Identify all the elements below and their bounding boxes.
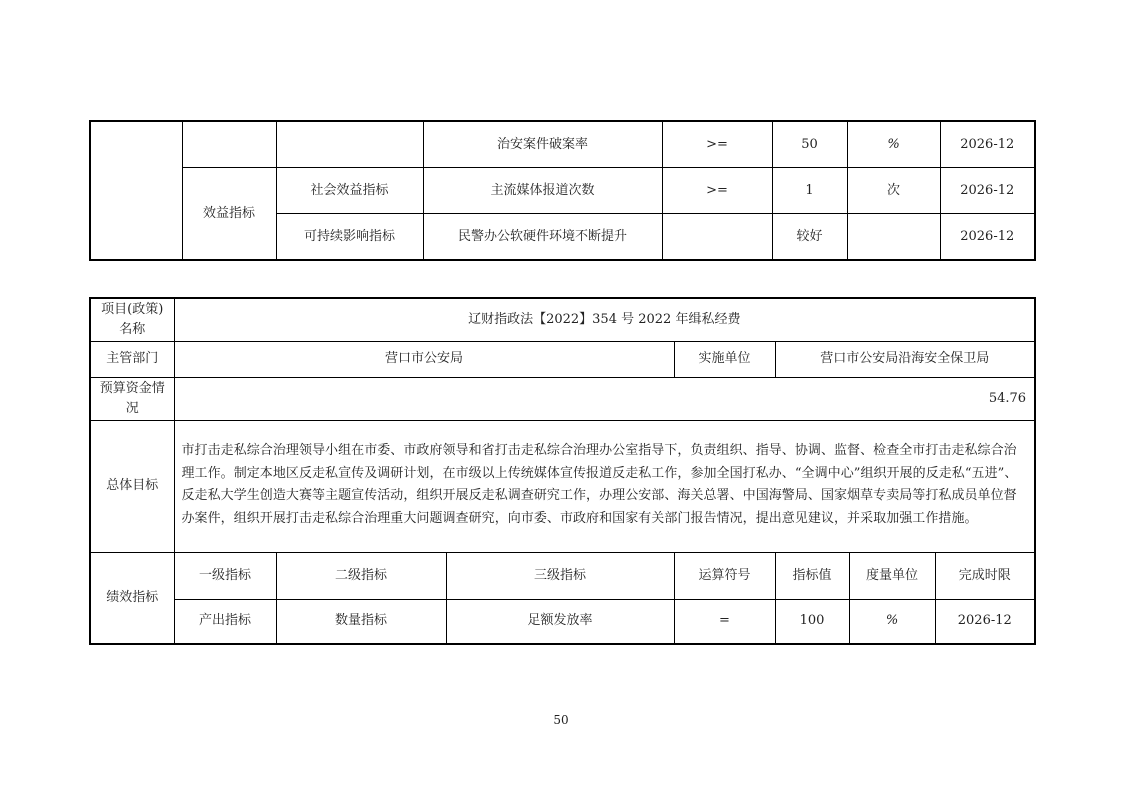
indicator-value: 100 xyxy=(775,599,849,644)
budget-label: 预算资金情况 xyxy=(90,377,174,420)
empty-cell xyxy=(90,121,182,260)
header-value: 指标值 xyxy=(775,552,849,599)
table-row xyxy=(90,298,1035,341)
perf-label: 绩效指标 xyxy=(90,552,174,644)
goal-text: 市打击走私综合治理领导小组在市委、市政府领导和省打击走私综合治理办公室指导下，负责组织、指导、协调、监督、检查全市打击走私综合治理工作。制定本地区反走私宣传及调研计划，在市级以上传统媒体宣传报道反走私工作，参加全国打私办、“全调中心”组织开展的反走私“五进”、反走私大学生创造大赛等主题宣传活动，组织开展反走私调查研究工作，办理公安部、海关总署、中国海警局、国家烟草专卖局等打私成员单位督办案件，组织开展打击走私综合治理重大问题调查研究，向市委、市政府和国家有关部门报告情况，提出意见建议，并采取加强工作措施。 xyxy=(174,420,1035,552)
project-table xyxy=(89,297,1036,645)
header-level3: 三级指标 xyxy=(446,552,674,599)
dept-label: 主管部门 xyxy=(90,341,174,377)
deadline: 2026-12 xyxy=(940,121,1035,168)
operator: >= xyxy=(662,168,772,214)
operator: = xyxy=(674,599,775,644)
indicator-value: 较好 xyxy=(772,214,847,261)
impl-value: 营口市公安局沿海安全保卫局 xyxy=(775,341,1035,377)
indicator-value: 1 xyxy=(772,168,847,214)
level3-indicator: 主流媒体报道次数 xyxy=(423,168,662,214)
operator: >= xyxy=(662,121,772,168)
project-name: 辽财指政法【2022】354 号 2022 年缉私经费 xyxy=(174,298,1035,341)
table-row xyxy=(90,420,1035,552)
header-unit: 度量单位 xyxy=(849,552,935,599)
level2-indicator: 数量指标 xyxy=(276,599,446,644)
table-row xyxy=(90,599,1035,644)
empty-cell xyxy=(182,121,276,168)
level3-indicator: 足额发放率 xyxy=(446,599,674,644)
table-row xyxy=(90,377,1035,420)
table-row xyxy=(90,341,1035,377)
dept-value: 营口市公安局 xyxy=(174,341,674,377)
level2-indicator: 可持续影响指标 xyxy=(276,214,423,261)
level2-indicator: 社会效益指标 xyxy=(276,168,423,214)
header-level1: 一级指标 xyxy=(174,552,276,599)
impl-label: 实施单位 xyxy=(674,341,775,377)
table-row xyxy=(90,552,1035,599)
unit xyxy=(847,214,940,261)
project-name-label: 项目(政策)名称 xyxy=(90,298,174,341)
deadline: 2026-12 xyxy=(940,214,1035,261)
page-number: 50 xyxy=(553,713,569,727)
indicator-value: 50 xyxy=(772,121,847,168)
unit: % xyxy=(849,599,935,644)
level3-indicator: 治安案件破案率 xyxy=(423,121,662,168)
operator xyxy=(662,214,772,261)
header-deadline: 完成时限 xyxy=(935,552,1035,599)
budget-value: 54.76 xyxy=(174,377,1035,420)
table-row xyxy=(90,121,1035,168)
goal-label: 总体目标 xyxy=(90,420,174,552)
header-operator: 运算符号 xyxy=(674,552,775,599)
level3-indicator: 民警办公软硬件环境不断提升 xyxy=(423,214,662,261)
deadline: 2026-12 xyxy=(935,599,1035,644)
unit: % xyxy=(847,121,940,168)
performance-table-continued xyxy=(89,120,1036,261)
header-level2: 二级指标 xyxy=(276,552,446,599)
deadline: 2026-12 xyxy=(940,168,1035,214)
level1-indicator: 效益指标 xyxy=(182,168,276,261)
unit: 次 xyxy=(847,168,940,214)
table-row xyxy=(90,168,1035,214)
empty-cell xyxy=(276,121,423,168)
level1-indicator: 产出指标 xyxy=(174,599,276,644)
